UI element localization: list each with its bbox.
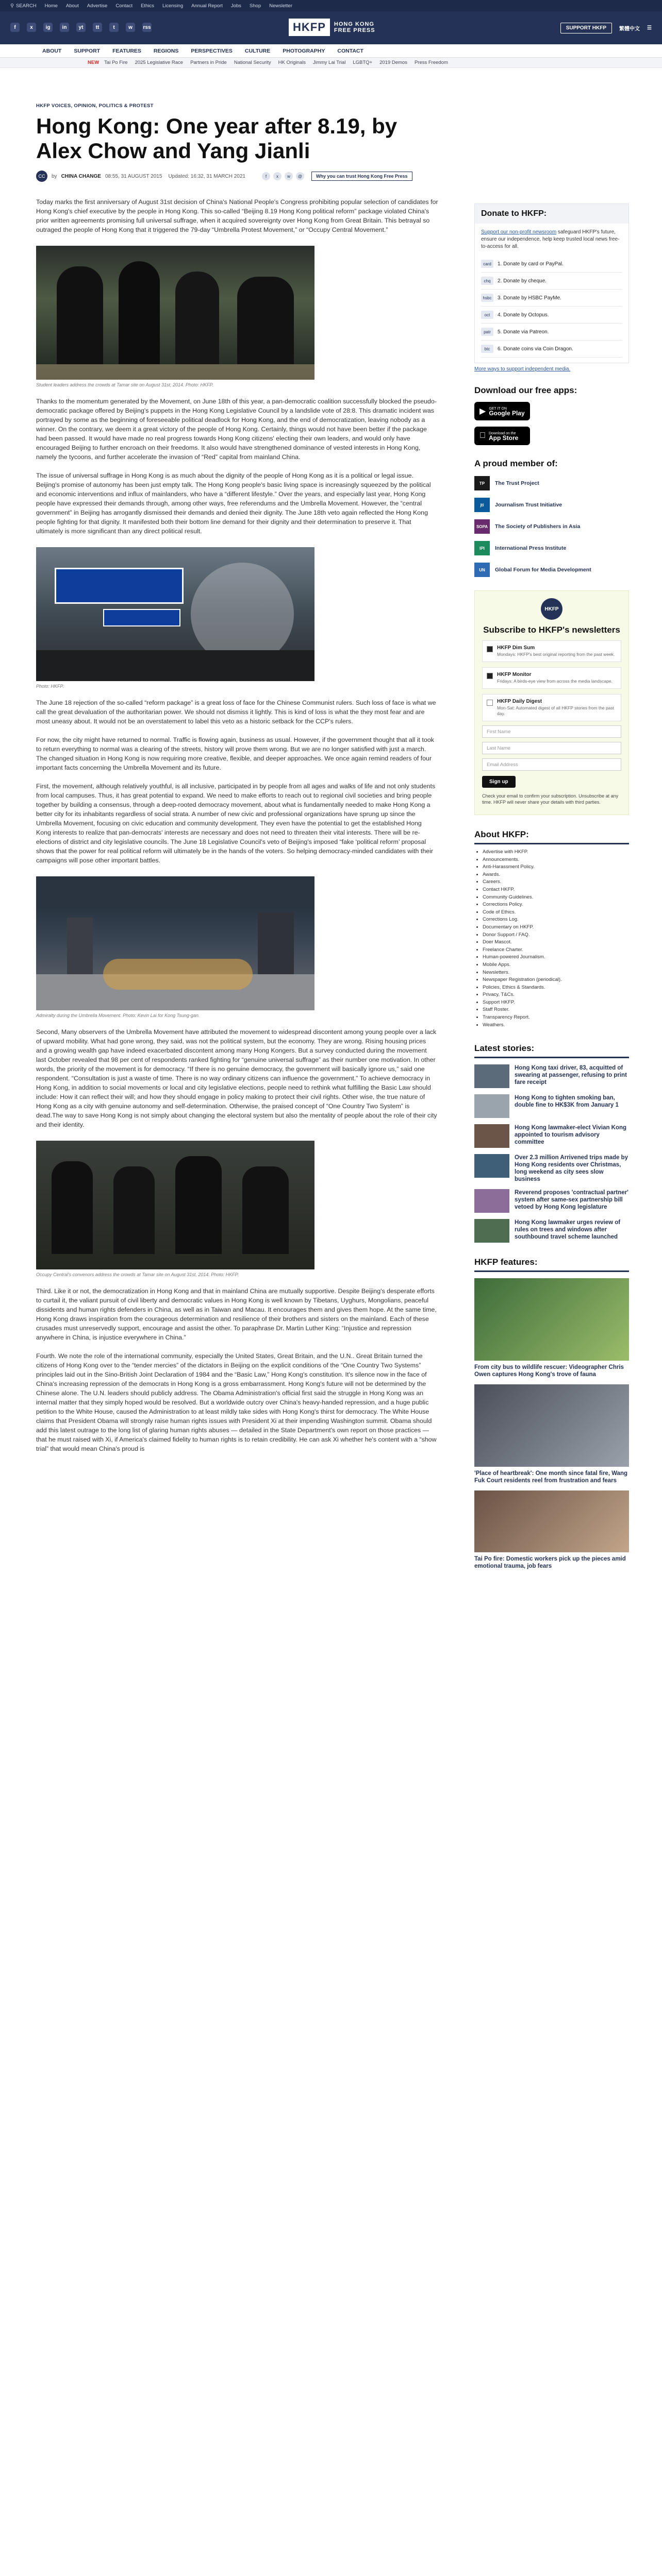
nav-features[interactable]: FEATURES	[112, 47, 141, 54]
about-link[interactable]: • Careers.	[483, 878, 629, 886]
share-email-icon[interactable]: @	[296, 172, 304, 180]
newsletter-option[interactable]: HKFP Daily Digest Mon-Sat: Automated digest of all HKFP stories from the past day.	[482, 694, 621, 721]
rss-icon[interactable]: rss	[142, 23, 152, 32]
search-link[interactable]: ⚲ SEARCH	[10, 3, 37, 9]
feature-story[interactable]: From city bus to wildlife rescuer: Videographer Chris Owen captures Hong Kong's trove of fauna	[474, 1278, 629, 1378]
first-name-input[interactable]: First Name	[482, 725, 621, 738]
story-thumbnail	[474, 1094, 509, 1118]
nav-about[interactable]: ABOUT	[42, 47, 62, 54]
article-photo	[36, 876, 315, 1018]
about-link[interactable]: • Community Guidelines.	[483, 894, 629, 902]
about-link[interactable]: • Code of Ethics.	[483, 909, 629, 917]
about-link[interactable]: • Contact HKFP.	[483, 886, 629, 894]
trending-link[interactable]: Tai Po Fire	[104, 60, 128, 65]
cheque-icon: chq	[481, 277, 493, 285]
newsletter-option[interactable]: HKFP Monitor Fridays: A birds-eye view from across the media landscape.	[482, 667, 621, 689]
share-x-icon[interactable]: x	[273, 172, 282, 180]
about-list	[474, 849, 629, 1029]
logo-mark: HKFP	[289, 19, 330, 36]
newsletter-option[interactable]: HKFP Dim Sum Mondays: HKFP's best original reporting from the past week.	[482, 640, 621, 662]
article-paragraph: Third. Like it or not, the democratization in Hong Kong and that in mainland China are mutually supportive. Despite Beijing's desperate efforts to curtail it, the valiant pursuit of civil liberty and democratic values in Hong Kong is well known by Tibetans, Uyghurs, Mongolians, peaceful dissidents and human rights defenders in China, as well as in Taiwan and Macau. It encourages them and gives them hope. At the same time, Hong Kong draws inspiration from the courageous determination and resilience of their brothers and sisters on the mainland. Each of these crusades must unreservedly support, encourage and assist the other. To paraphrase Dr. Martin Luther King: “Injustice and repression anywhere in China, is injustice everywhere in China.”	[36, 1287, 437, 1341]
latest-story[interactable]: Reverend proposes 'contractual partner' system after same-sex partnership bill vetoed by Hong Kong legislature	[474, 1189, 629, 1213]
author-name[interactable]: CHINA CHANGE	[61, 173, 101, 179]
donate-option[interactable]: oct 4. Donate by Octopus.	[481, 307, 622, 324]
utility-annual-report[interactable]: Annual Report	[191, 3, 223, 9]
main-nav	[0, 44, 662, 58]
nav-culture[interactable]: CULTURE	[244, 47, 271, 54]
utility-contact[interactable]: Contact	[115, 3, 133, 9]
donate-option[interactable]: card 1. Donate by card or PayPal.	[481, 256, 622, 273]
article-title: Hong Kong: One year after 8.19, by Alex Chow and Yang Jianli	[36, 114, 398, 163]
article-category[interactable]: HKFP VOICES, OPINION, POLITICS & PROTEST	[36, 103, 154, 109]
trending-link[interactable]: LGBTQ+	[353, 60, 373, 65]
octopus-icon: oct	[481, 311, 493, 319]
donate-option[interactable]: btc 6. Donate coins via Coin Dragon.	[481, 341, 622, 358]
site-header	[0, 11, 662, 44]
article-paragraph: First, the movement, although relatively youthful, is all inclusive, participated in by people from all ages and walks of life and not only students from local campuses. Thus, it has great potential to expand. We need to make efforts to reach out to regional civil societies and bring people together by building a consensus, through a deep-rooted democracy movement, about what is fundamentally needed to make Hong Kong a better city for its inhabitants regardless of social strata. A number of new civic and professional organizations have sprung up since the Umbrella Movement, focusing on civic education and community development. They even have the potential to get the established Hong Kong interests to realize that pan-democrats' interests are necessary and does not need to threaten their vital interests. There will be re-elections of district and city legislative councils. The June 18 Legislative Council's veto of Beijing's imposed “fake ‘political reform’ proposal shows that the power for real political reform will ultimately be in the hands of the voters. So helping democracy-minded candidates with their campaigns will pose other important battles.	[36, 783, 436, 864]
about-link[interactable]: • Anti-Harassment Policy.	[483, 863, 629, 871]
article-photo	[36, 246, 315, 387]
latest-title: Latest stories:	[474, 1043, 629, 1058]
photo-caption: Admiralty during the Umbrella Movement. Photo: Kevin Lai for Kong Tsung-gan.	[36, 1013, 200, 1018]
checkbox[interactable]	[487, 646, 493, 652]
about-link[interactable]: • Doer Mascot.	[483, 939, 629, 946]
nav-regions[interactable]: REGIONS	[153, 47, 179, 54]
share-whatsapp-icon[interactable]: w	[285, 172, 293, 180]
about-link[interactable]: • Corrections Policy.	[483, 901, 629, 909]
convenors-stage-photo	[36, 1141, 315, 1269]
member-logo[interactable]: UN Global Forum for Media Development	[474, 563, 629, 577]
article-photo	[36, 547, 315, 689]
signup-fine-print: Check your email to confirm your subscription. Unsubscribe at any time. HKFP will never share your details with third parties.	[482, 793, 619, 805]
email-input[interactable]: Email Address	[482, 758, 621, 771]
about-link[interactable]: • Support HKFP.	[483, 999, 629, 1007]
photo-caption: Occupy Central's convenors address the crowds at Tamar site on August 31st, 2014. Photo: HKFP.	[36, 1272, 239, 1277]
trending-link[interactable]: Jimmy Lai Trial	[312, 60, 346, 65]
sidebar	[474, 204, 629, 1570]
article	[36, 103, 438, 1453]
trending-link[interactable]: Press Freedom	[414, 60, 448, 65]
checkbox[interactable]	[487, 700, 493, 706]
share-facebook-icon[interactable]: f	[262, 172, 270, 180]
share-icons	[262, 172, 304, 180]
card-icon: card	[481, 260, 493, 268]
about-link[interactable]: • Human-powered Journalism.	[483, 954, 629, 961]
trending-link[interactable]: HK Originals	[278, 60, 306, 65]
nav-contact[interactable]: CONTACT	[337, 47, 363, 54]
donate-option[interactable]: patr 5. Donate via Patreon.	[481, 324, 622, 341]
latest-story[interactable]: Hong Kong lawmaker-elect Vivian Kong appointed to tourism advisory committee	[474, 1124, 629, 1148]
utility-home[interactable]: Home	[44, 3, 58, 9]
about-link[interactable]: • Privacy, T&Cs.	[483, 991, 629, 999]
article-photo	[36, 1141, 315, 1277]
newsletter-signup	[474, 590, 629, 815]
whatsapp-icon[interactable]: w	[126, 23, 135, 32]
about-link[interactable]: • Advertise with HKFP.	[483, 849, 629, 856]
app-store-button[interactable]: Download on the App Store	[474, 427, 530, 445]
utility-shop[interactable]: Shop	[249, 3, 261, 9]
search-icon: ⚲	[10, 3, 14, 9]
story-thumbnail	[474, 1189, 509, 1213]
member-logo[interactable]: jti Journalism Trust Initiative	[474, 498, 629, 512]
photo-caption: Student leaders address the crowds at Tamar site on August 31st, 2014. Photo: HKFP.	[36, 382, 213, 387]
democracy-road-sign-photo	[36, 547, 315, 681]
donate-option[interactable]: chq 2. Donate by cheque.	[481, 273, 622, 290]
trending-bar	[0, 58, 662, 68]
instagram-icon[interactable]: ig	[43, 23, 53, 32]
support-newsroom-link[interactable]: Support our non-profit newsroom	[481, 229, 557, 235]
feature-image	[474, 1490, 629, 1552]
publish-date: 08:55, 31 AUGUST 2015	[105, 173, 162, 179]
tiktok-icon[interactable]: tt	[93, 23, 102, 32]
about-link[interactable]: • Staff Roster.	[483, 1006, 629, 1014]
about-link[interactable]: • Transparency Report.	[483, 1014, 629, 1022]
apple-icon	[479, 431, 486, 440]
utility-advertise[interactable]: Advertise	[87, 3, 108, 9]
photo-caption: Photo: HKFP.	[36, 684, 64, 689]
x-icon[interactable]: x	[27, 23, 36, 32]
youtube-icon[interactable]: yt	[76, 23, 86, 32]
story-thumbnail	[474, 1064, 509, 1088]
article-paragraph: The June 18 rejection of the so-called “reform package” is a great loss of face for the Chinese Communist rulers. Such loss of face is what we call the great devaluation of the authoritarian power. We should not dismiss it lightly. This is kind of loss is what the they most fear and are most uneasy about. It would not be an overstatement to label this veto as a historic setback for the CCP's rulers.	[36, 699, 436, 725]
google-play-icon: ▶	[479, 407, 486, 416]
facebook-icon[interactable]: f	[10, 23, 20, 32]
about-link[interactable]: • Weathers.	[483, 1022, 629, 1029]
nav-support[interactable]: SUPPORT	[74, 47, 101, 54]
more-ways-link[interactable]: More ways to support independent media.	[474, 366, 571, 372]
about-link[interactable]: • Awards.	[483, 871, 629, 879]
trust-hkfp-link[interactable]: Why you can trust Hong Kong Free Press	[311, 172, 412, 181]
donate-option[interactable]: hsbc 3. Donate by HSBC PayMe.	[481, 290, 622, 307]
about-link[interactable]: • Freelance Charter.	[483, 946, 629, 954]
latest-story[interactable]: Hong Kong lawmaker urges review of rules on trees and windows after southbound travel scheme launched	[474, 1219, 629, 1243]
subscribe-logo: HKFP	[541, 598, 562, 620]
subscribe-title: Subscribe to HKFP's newsletters	[483, 625, 620, 635]
donate-box	[474, 204, 629, 363]
utility-ethics[interactable]: Ethics	[141, 3, 154, 9]
about-link[interactable]: • Corrections Log.	[483, 916, 629, 924]
feature-image	[474, 1384, 629, 1467]
story-thumbnail	[474, 1154, 509, 1178]
nav-photography[interactable]: PHOTOGRAPHY	[283, 47, 325, 54]
nav-perspectives[interactable]: PERSPECTIVES	[191, 47, 233, 54]
menu-icon[interactable]: ☰	[647, 25, 652, 31]
article-paragraph: Today marks the first anniversary of August 31st decision of China's National People's Congress prohibiting popular selection of candidates for Hong Kong's chief executive by the people in Hong Kong. This so-called “Beijing 8.19 Hong Kong political reform” package violated China's prior written agreements promising full universal suffrage, when it acquired sovereignty over Hong Kong from Great Britain. This betrayal so outraged the people of Hong Kong that it triggered the 79-day “Umbrella Protest Movement,” or “Occupy Central Movement.”	[36, 198, 438, 233]
hsbc-icon: hsbc	[481, 294, 493, 302]
about-link[interactable]: • Donor Support / FAQ.	[483, 931, 629, 939]
feature-story[interactable]: Tai Po fire: Domestic workers pick up the pieces amid emotional trauma, job fears	[474, 1490, 629, 1570]
linkedin-icon[interactable]: in	[60, 23, 69, 32]
coin-icon: btc	[481, 345, 493, 353]
byline	[36, 171, 438, 182]
utility-jobs[interactable]: Jobs	[230, 3, 241, 9]
feature-image	[474, 1278, 629, 1361]
donate-title: Donate to HKFP:	[475, 204, 628, 224]
article-paragraph: For now, the city might have returned to normal. Traffic is flowing again, business as usual. However, if the government thought that all it took to return everything to normal was a clearing of the streets, history will prove them wrong. But we are no longer satisfied with just a march. The changed situation in Hong Kong is now requiring more creative, flexible, and deeper approaches. We once again remind readers of four important facts concerning the Umbrella Movement and its future.	[36, 736, 434, 771]
trending-link[interactable]: 2025 Legislative Race	[135, 60, 184, 65]
google-play-button[interactable]: ▶ GET IT ON Google Play	[474, 402, 530, 420]
donate-text: Support our non-profit newsroom safeguard HKFP's future, ensure our independence, help keep trusted local news free-to-access for all.	[481, 229, 620, 249]
latest-story[interactable]: Over 2.3 million Arrivened trips made by Hong Kong residents over Christmas, long weekend as city sees slow business	[474, 1154, 629, 1183]
utility-newsletter[interactable]: Newsletter	[269, 3, 292, 9]
story-thumbnail	[474, 1124, 509, 1148]
admiralty-street-photo	[36, 876, 315, 1010]
last-name-input[interactable]: Last Name	[482, 742, 621, 754]
article-paragraph: Fourth. We note the role of the international community, especially the United States, Great Britain, and the U.N.. Great Britain turned the citizens of Hong Kong over to the “tender mercies” of the dictators in Beijing on the explicit conditions of the “One Country Two Systems” principles laid out in the Sino-British Joint Declaration of 1984 and the “Basic Law,” Hong Kong's constitution. It's silence now in the face of China's increasing repression of the democrats in Hong Kong is a gross embarrassment. Hong Kong's future will not be determined by the Chinese alone. The U.N. leaders should publicly address. The Obama Administration's official first said the struggle in Hong Kong was an internal matter that they simply hoped would be resolved. But a worldwide outcry over China's heavy-handed repression, and a huge public petition to the White House, caused the Administration to at least mildly take sides with Hong Kong's thirst for democracy. The White House claims that President Obama will strongly raise human rights issues with President Xi at their impending Washington summit. Obama should add this latest outrage to the long list of glaring human rights abuses — detailed in the State Department's own report on those practices — that he must raised with Xi, if America's claimed fidelity to human rights is to retain credibility. He can ask Xi whether he's content with a “show trial” that would mean China's proud is	[36, 1352, 437, 1452]
member-title: A proud member of:	[474, 459, 558, 468]
article-paragraph: The issue of universal suffrage in Hong Kong is as much about the dignity of the people of Hong Kong as it is a political or legal issue. Beijing's promise of autonomy has been just empty talk. The Hong Kong people's basic living space is increasingly squeezed by the political and economic interventions and influx of mainlanders, who have a “different lifestyle.” Over the years, and especially last year, Hong Kong people have expressed their demands through, among other ways, free referendums and the Umbrella Movement. However, the “central government” in Beijing has arrogantly dismissed their demands and denied their dignity. The June 18th veto again reflected the Hong Kong people fighting for that dignity. It manifested both their bottom line demand for their dignity and their determination to preserve it. That ultimately is more significant than any direct political result.	[36, 472, 431, 535]
checkbox[interactable]	[487, 673, 493, 679]
about-title: About HKFP:	[474, 829, 629, 844]
story-thumbnail	[474, 1219, 509, 1243]
utility-bar	[0, 0, 662, 11]
about-link[interactable]: • Newsletters.	[483, 969, 629, 977]
sign-up-button[interactable]: Sign up	[482, 776, 516, 788]
member-logo[interactable]: IPI International Press Institute	[474, 541, 629, 555]
trending-link[interactable]: Partners in Pride	[190, 60, 227, 65]
latest-story[interactable]: Hong Kong to tighten smoking ban, double fine to HK$3K from January 1	[474, 1094, 629, 1118]
about-link[interactable]: • Newspaper Registration (periodical).	[483, 976, 629, 984]
trending-link[interactable]: National Security	[234, 60, 271, 65]
site-logo[interactable]	[289, 19, 375, 36]
features-title: HKFP features:	[474, 1257, 629, 1272]
trending-link[interactable]: 2019 Demos	[379, 60, 407, 65]
social-links	[10, 23, 152, 32]
utility-about[interactable]: About	[65, 3, 79, 9]
language-switch[interactable]: 繁體中文	[619, 26, 640, 32]
trending-label: NEW	[88, 60, 100, 65]
patreon-icon: patr	[481, 328, 493, 336]
donate-options	[475, 252, 628, 363]
updated-date: Updated: 16:32, 31 MARCH 2021	[168, 173, 245, 179]
logo-wordmark: HONG KONG FREE PRESS	[334, 21, 375, 33]
about-link[interactable]: • Policies, Ethics & Standards.	[483, 984, 629, 992]
about-link[interactable]: • Announcements.	[483, 856, 629, 864]
article-paragraph: Thanks to the momentum generated by the Movement, on June 18th of this year, a pan-democratic coalition successfully blocked the pseudo-democratic package offered by Beijing's puppets in the Hong Kong Legislative Council by a landslide vote of 28:8. This dramatic incident was portrayed by some as the beginning of foreseeable political deadlock for Hong Kong, and the end of democratization, leaving nobody as a winner. On the contrary, we deem it a great victory of the people of Hong Kong. Certainly, things would not have been better if the package had been passed. It would have made no real progress towards Hong Kong citizens' electing their own leaders, and would only have encouraged Beijing to further encroach on their freedoms. It also would have strengthened dominance of vested interests in Hong Kong, namely the tycoons, and further accelerate the invasion of “Red” capital from mainland China.	[36, 398, 437, 461]
utility-licensing[interactable]: Licensing	[162, 3, 184, 9]
protest-stage-photo	[36, 246, 315, 380]
author-avatar: CC	[36, 171, 47, 182]
header-actions	[560, 23, 652, 33]
member-logo[interactable]: TP The Trust Project	[474, 476, 629, 490]
member-logo[interactable]: SOPA The Society of Publishers in Asia	[474, 519, 629, 534]
apps-title: Download our free apps:	[474, 385, 577, 395]
byline-prefix: by	[52, 173, 57, 179]
about-link[interactable]: • Documentary on HKFP.	[483, 924, 629, 931]
telegram-icon[interactable]: t	[109, 23, 119, 32]
article-paragraph: Second, Many observers of the Umbrella Movement have attributed the movement to widespread discontent among young people over a lack of upward mobility. What had gone wrong, they said, was not the political system, but the economy. They are wrong. Rising housing prices and a growing wealth gap have indeed exacerbated discontent among many Hong Kongers. But a survey conducted during the movement last October revealed that 98 per cent of respondents ranked fighting for “genuine universal suffrage” as their number one motivation. In other words, the priority of the movement is for democracy. “If there is no genuine democracy, the government will basically ignore us,” said one respondent. “Consultation is just a waste of time. There is no way ordinary citizens can influence the government.” To achieve democracy in Hong Kong, in addition to social movements or local and city legislative elections, people need to rethink what fulfilling the Basic Law should include: How it can reflect their will; and how they should engage in policy making to protect their civil rights. Other wise, the true nature of Hong Kong as a city with genuine autonomy and self-determination. Otherwise, the praised concept of “One Country Two System” is dead.The way to save Hong Kong is not simply about changing the electoral system but also the mentality of people about the role of their city and their identity.	[36, 1028, 437, 1128]
support-hkfp-button[interactable]: SUPPORT HKFP	[560, 23, 612, 33]
feature-story[interactable]: 'Place of heartbreak': One month since fatal fire, Wang Fuk Court residents reel from frustration and fears	[474, 1384, 629, 1484]
latest-story[interactable]: Hong Kong taxi driver, 83, acquitted of swearing at passenger, refusing to print fare receipt	[474, 1064, 629, 1088]
about-link[interactable]: • Mobile Apps.	[483, 961, 629, 969]
